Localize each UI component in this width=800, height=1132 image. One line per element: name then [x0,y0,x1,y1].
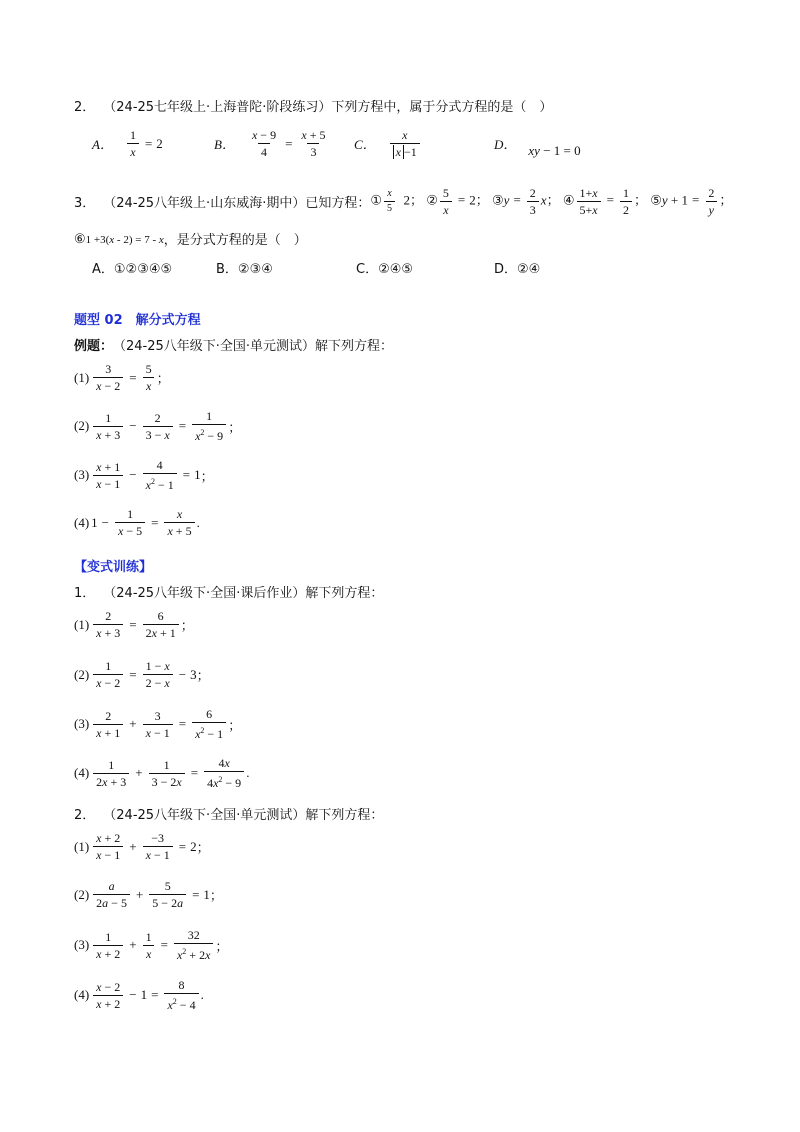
question-text: （24-25八年级下·全国·单元测试）解下列方程： [103,808,384,823]
v2-eq-2: (2) $\frac{a}{2a - 5}$ + $\frac{5}{5 - 2a}$ = 1 ； [74,879,223,910]
question-text: （24-25八年级上·山东威海·期中）已知方程： [103,196,371,211]
example-eq-4: (4) 1 − $\frac{1}{x - 5}$ = $\frac{x}{x + 5}$ . [74,507,200,538]
v1-eq-3: (3) $\frac{2}{x + 1}$ + $\frac{3}{x - 1}$ = $\frac{6}{x^2 - 1}$ ； [74,707,242,741]
question-text: （24-25七年级上·上海普陀·阶段练习）下列方程中，属于分式方程的是（ ） [103,100,553,115]
example-eq-3: (3) $\frac{x + 1}{x - 1}$ − $\frac{4}{x^2 - 1}$ = 1 ； [74,458,214,492]
question-text: （24-25八年级下·全国·课后作业）解下列方程： [103,586,384,601]
option-b[interactable]: B． $\frac{x - 9}{4}$ = $\frac{x + 5}{3}$ [214,128,326,159]
example-eq-2: (2) $\frac{1}{x + 3}$ − $\frac{2}{3 - x}$ = $\frac{1}{x^2 - 9}$ ； [74,409,242,443]
question-number: 3． [74,196,96,211]
question-number: 1． [74,586,96,601]
q3-equation-6: ⑥1 +3(x - 2) = 7 - x [74,230,164,246]
example-text: （24-25八年级下·全国·单元测试）解下列方程： [113,339,394,354]
question-3 [74,186,732,217]
q3-item6-suffix: ，是分式方程的是（ ） [163,233,307,248]
question-number: 2． [74,100,96,115]
option-c[interactable]: C． $\frac{x}{x -1}$ [354,128,494,159]
q3-item-6 [74,229,307,248]
example-eq-1: (1) $\frac{3}{x - 2}$ = $\frac{5}{x}$ ； [74,362,170,393]
section-title: 题型 02 解分式方程 [74,313,201,328]
option-a[interactable]: A．①②③④⑤ [92,262,173,277]
v1-eq-4: (4) $\frac{1}{2x + 3}$ + $\frac{1}{3 - 2x}$ = $\frac{4x}{4x^2 - 9}$ . [74,756,250,790]
q3-options [92,258,540,277]
example-heading [74,335,393,354]
question-number: 2． [74,808,96,823]
example-label: 例题： [74,339,114,354]
option-b[interactable]: B．②③④ [216,262,273,277]
option-d[interactable]: D． xy − 1 = 0 [494,137,581,158]
option-d[interactable]: D．②④ [494,262,541,277]
q2-options [92,128,581,159]
question-2 [74,96,552,115]
option-a[interactable]: A． $\frac{1}{x}$ = 2 [92,128,163,159]
variant-question-1 [74,582,383,601]
v2-eq-3: (3) $\frac{1}{x + 2}$ + $\frac{1}{x}$ = $\frac{32}{x^2 + 2x}$ ； [74,928,229,962]
v1-eq-1: (1) $\frac{2}{x + 3}$ = $\frac{6}{2x + 1}$ ； [74,609,194,640]
variant-question-2 [74,804,383,823]
v2-eq-1: (1) $\frac{x + 2}{x - 1}$ + $\frac{-3}{x - 1}$ = 2 ； [74,831,210,862]
v1-eq-2: (2) $\frac{1}{x - 2}$ = $\frac{1 - x}{2 - x}$ − 3 ； [74,659,210,690]
option-c[interactable]: C．②④⑤ [356,262,414,277]
q3-equations: ① $\frac{x}{5}$ 2； ② $\frac{5}{x}$ = 2； ③y = $\frac{2}{3}$ x； ④ $\frac{1+x}{5+x}$ = $\frac{1}{2}$ ； ⑤y + 1 = $\frac{2}{y}$ ； [370,186,733,217]
v2-eq-4: (4) $\frac{x - 2}{x + 2}$ − 1 = $\frac{8}{x^2 - 4}$ . [74,978,204,1012]
variant-title: 【变式训练】 [74,560,153,575]
